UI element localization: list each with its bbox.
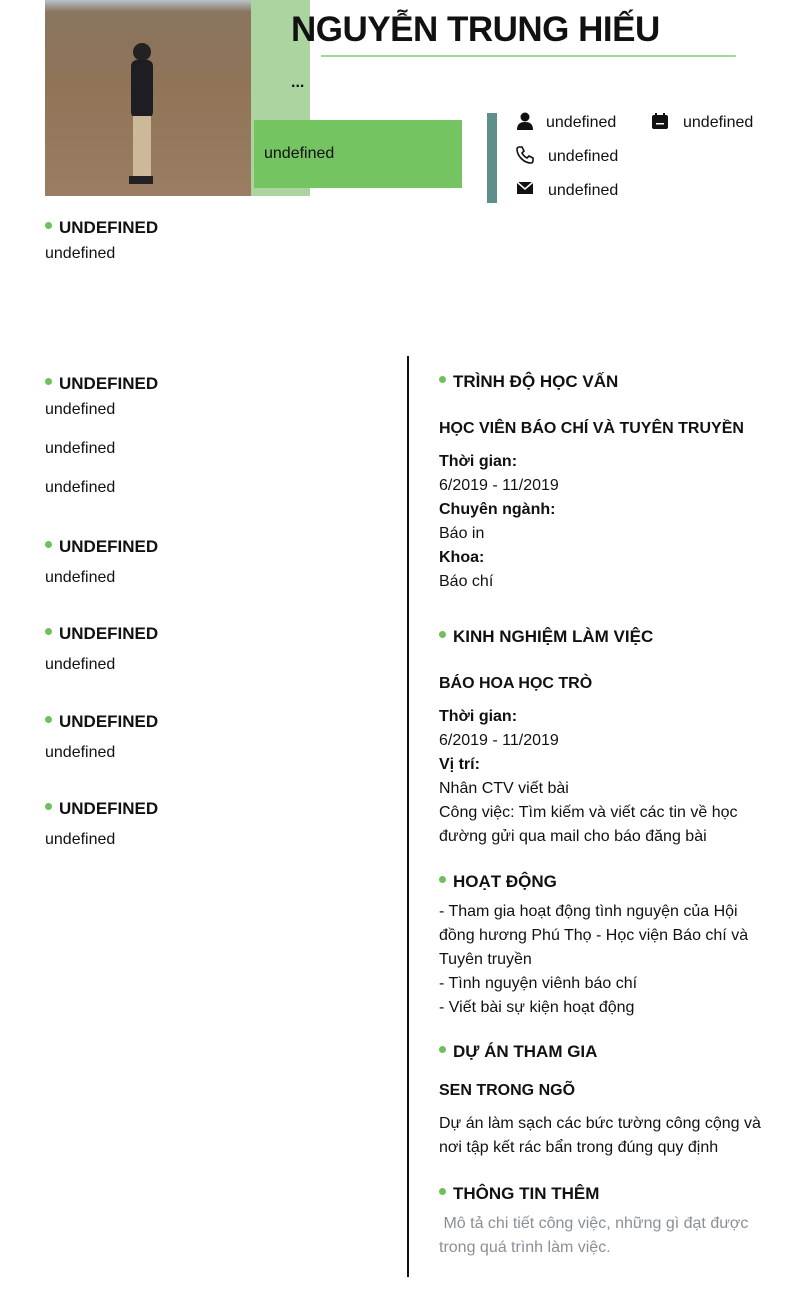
contact-bar: [487, 113, 497, 203]
person-figure: [125, 42, 159, 190]
section-item[interactable]: undefined: [45, 401, 116, 418]
section-item[interactable]: undefined: [45, 245, 116, 262]
time-value[interactable]: 6/2019 - 11/2019: [439, 732, 559, 749]
section-title: UNDEFINED: [45, 218, 158, 238]
subtitle[interactable]: ...: [291, 74, 305, 91]
phone-icon: [516, 146, 534, 164]
name-underline: [321, 55, 736, 57]
column-divider: [407, 356, 409, 1277]
activity-line[interactable]: - Tình nguyện viênh báo chí: [439, 975, 638, 992]
section-4: [45, 712, 158, 765]
major-label: Chuyên ngành:: [439, 501, 556, 518]
calendar-icon: [651, 112, 669, 130]
section-item[interactable]: undefined: [45, 744, 116, 761]
contact-phone[interactable]: undefined: [548, 148, 619, 165]
role-label: Vị trí:: [439, 756, 480, 773]
extra-placeholder[interactable]: Mô tả chi tiết công việc, những gì đạt được trong quá trình làm việc.: [439, 1215, 753, 1256]
section-item[interactable]: undefined: [45, 569, 116, 586]
section-title: UNDEFINED: [45, 712, 158, 732]
extra-title: THÔNG TIN THÊM: [439, 1184, 764, 1204]
time-label: Thời gian:: [439, 453, 518, 470]
project-description[interactable]: Dự án làm sạch các bức tường công cộng và nơi tập kết rác bẩn trong đúng quy định: [439, 1115, 761, 1156]
email-icon: [516, 179, 534, 197]
contact-name[interactable]: undefined: [546, 114, 617, 131]
contact-birthday[interactable]: undefined: [683, 114, 754, 131]
projects-title: DỰ ÁN THAM GIA: [439, 1042, 764, 1062]
person-icon: [516, 112, 534, 130]
school-name[interactable]: HỌC VIÊN BÁO CHÍ VÀ TUYÊN TRUYỀN: [439, 420, 744, 437]
company-name[interactable]: BÁO HOA HỌC TRÒ: [439, 675, 593, 692]
section-1: [45, 374, 158, 500]
section-title: UNDEFINED: [45, 374, 158, 394]
section-item[interactable]: undefined: [45, 440, 116, 457]
education-title: TRÌNH ĐỘ HỌC VẤN: [439, 372, 764, 392]
extra-section: [439, 1184, 764, 1260]
profile-photo[interactable]: [45, 0, 251, 196]
time-value[interactable]: 6/2019 - 11/2019: [439, 477, 559, 494]
section-5: [45, 799, 158, 852]
candidate-name[interactable]: NGUYỄN TRUNG HIẾU: [291, 10, 660, 49]
project-name[interactable]: SEN TRONG NGÕ: [439, 1082, 576, 1099]
activity-line[interactable]: - Viết bài sự kiện hoạt động: [439, 999, 635, 1016]
projects-section: [439, 1042, 764, 1160]
activities-title: HOẠT ĐỘNG: [439, 872, 764, 892]
activities-section: [439, 872, 764, 1020]
section-0: [45, 218, 158, 266]
faculty-label: Khoa:: [439, 549, 485, 566]
major-value[interactable]: Báo in: [439, 525, 485, 542]
section-item[interactable]: undefined: [45, 656, 116, 673]
time-label: Thời gian:: [439, 708, 518, 725]
position-box[interactable]: [254, 120, 462, 188]
activity-line[interactable]: - Tham gia hoạt động tình nguyện của Hội đồng hương Phú Thọ - Học viện Báo chí và Tuyên truyền: [439, 903, 749, 968]
section-title: UNDEFINED: [45, 537, 158, 557]
section-item[interactable]: undefined: [45, 831, 116, 848]
education-section: [439, 372, 764, 594]
section-3: [45, 624, 158, 677]
section-title: UNDEFINED: [45, 624, 158, 644]
faculty-value[interactable]: Báo chí: [439, 573, 494, 590]
job-description[interactable]: Công việc: Tìm kiếm và viết các tin về học đường gửi qua mail cho báo đăng bài: [439, 804, 738, 845]
section-title: UNDEFINED: [45, 799, 158, 819]
position-text: undefined: [264, 145, 335, 162]
contact-email[interactable]: undefined: [548, 182, 619, 199]
section-2: [45, 537, 158, 590]
experience-section: [439, 627, 764, 849]
experience-title: KINH NGHIỆM LÀM VIỆC: [439, 627, 764, 647]
role-value[interactable]: Nhân CTV viết bài: [439, 780, 569, 797]
section-item[interactable]: undefined: [45, 479, 116, 496]
